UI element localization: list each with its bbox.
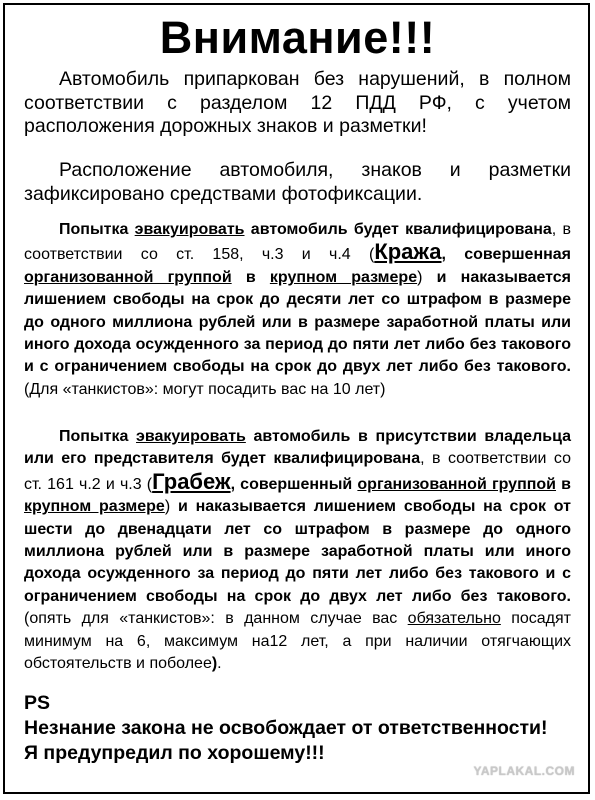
text-span: ) <box>417 268 437 286</box>
text-span: , в соответствии со ст. 161 ч.2 и ч.3 ( <box>24 450 571 493</box>
text-span: автомобиль будет квалифицирована <box>244 221 552 238</box>
page-title: Внимание!!! <box>159 12 436 63</box>
text-span: (Для «танкистов»: могут посадить вас на 10 лет) <box>24 380 386 398</box>
text-span: крупном размере <box>269 268 418 286</box>
paragraph-theft-warning <box>24 219 571 401</box>
text-span: эвакуировать <box>134 221 245 238</box>
text-span: ) <box>211 655 218 673</box>
text-span: (опять для «танкистов»: в данном случае вас <box>24 610 408 628</box>
text-span: , совершенная <box>441 246 572 264</box>
text-span: . <box>217 655 222 673</box>
text-span: организованной группой <box>24 268 232 286</box>
postscript <box>24 691 571 766</box>
paragraph-robbery-warning <box>24 426 571 675</box>
text-span: и наказывается лишением свободы на срок до десяти лет со штрафом в размере до одного миллиона рублей или в размере заработной платы или иного дохода осужденного за период до пяти лет либо без такового и с ограничением свободы на срок до двух лет либо без такового. <box>24 268 572 376</box>
text-span: посадят минимум на 6, максимум на12 лет, а при наличии отягчающих обстоятельств и поболее <box>24 610 572 673</box>
text-span: и наказывается лишением свободы на срок от шести до двенадцати лет со штрафом в размере до одного миллиона рублей или в размере заработной платы или иного дохода осужденного за период до пяти лет либо без такового и с ограничением свободы на срок до двух лет либо без такового. <box>24 498 572 605</box>
text-span: Попытка <box>59 428 137 445</box>
text-span: крупном размере <box>24 498 165 516</box>
ps-line-warned: Я предупредил по хорошему!!! <box>24 742 325 764</box>
crime-term-theft: Кража <box>374 239 442 265</box>
paragraph-photo-evidence: Расположение автомобиля, знаков и разметки зафиксировано средствами фотофиксации. <box>24 159 571 205</box>
text-span: организованной группой <box>357 475 557 493</box>
text-span: автомобиль в присутствии владельца или его представителя будет квалифицирована <box>24 428 571 468</box>
text-span: , совершенный <box>230 475 358 493</box>
text-span: обязательно <box>407 610 501 628</box>
ps-line-law: Незнание закона не освобождает от ответственности! <box>24 717 548 739</box>
text-span: ) <box>164 498 178 516</box>
site-watermark: YAPLAKAL.COM <box>473 764 575 778</box>
ps-label: PS <box>24 692 51 714</box>
text-span: в <box>556 475 572 493</box>
text-span: , в соответствии со ст. 158, ч.3 и ч.4 ( <box>24 221 572 264</box>
text-span: эвакуировать <box>136 428 246 445</box>
crime-term-robbery: Грабеж <box>152 468 231 494</box>
text-span: в <box>231 268 270 286</box>
text-span: Попытка <box>59 221 135 238</box>
paragraph-parking-statement: Автомобиль припаркован без нарушений, в полном соответствии с разделом 12 ПДД РФ, с учетом расположения дорожных знаков и разметки! <box>24 68 571 137</box>
